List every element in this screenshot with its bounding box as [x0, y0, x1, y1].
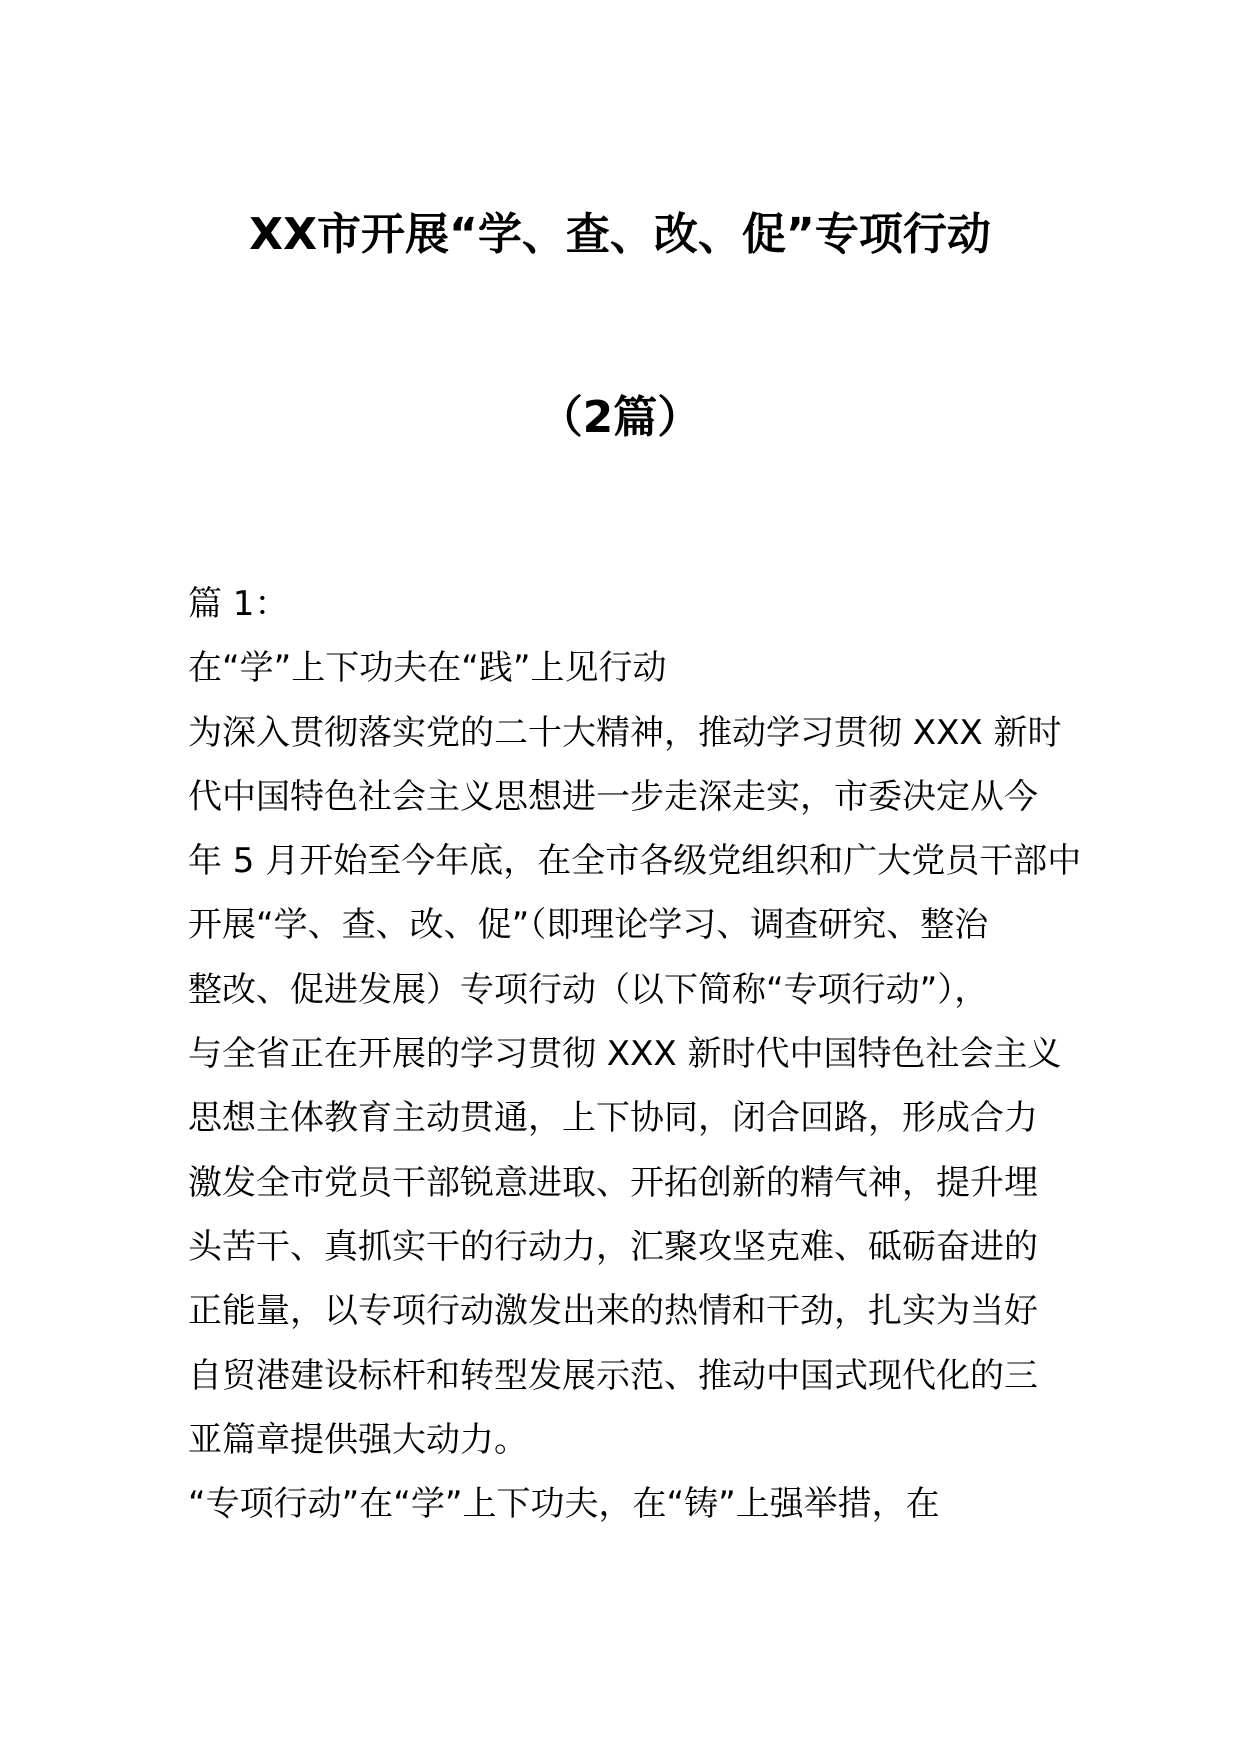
body-line: 自贸港建设标杆和转型发展示范、推动中国式现代化的三	[188, 1355, 1038, 1396]
body-line: 亚篇章提供强大动力。	[188, 1419, 528, 1460]
document-title: XX市开展“学、查、改、促”专项行动	[249, 209, 991, 260]
body-line: 开展“学、查、改、促”（即理论学习、调查研究、整治	[188, 905, 989, 946]
section-heading: 在“学”上下功夫在“践”上见行动	[188, 648, 667, 689]
body-line: 与全省正在开展的学习贯彻 XXX 新时代中国特色社会主义	[188, 1034, 1062, 1075]
body-line: 整改、促进发展）专项行动（以下简称“专项行动”），	[188, 969, 989, 1010]
document-body	[188, 572, 1082, 1536]
section-label: 篇 1：	[188, 584, 289, 624]
body-line: 代中国特色社会主义思想进一步走深走实，市委决定从今	[188, 776, 1038, 817]
body-line: 头苦干、真抓实干的行动力，汇聚攻坚克难、砥砺奋进的	[188, 1226, 1038, 1267]
body-line: 正能量，以专项行动激发出来的热情和干劲，扎实为当好	[188, 1291, 1038, 1332]
body-line: 思想主体教育主动贯通，上下协同，闭合回路，形成合力	[188, 1098, 1038, 1139]
body-line: 为深入贯彻落实党的二十大精神，推动学习贯彻 XXX 新时	[188, 712, 1062, 753]
body-line: 激发全市党员干部锐意进取、开拓创新的精气神，提升埋	[188, 1162, 1038, 1203]
body-line: 年 5 月开始至今年底，在全市各级党组织和广大党员干部中	[188, 841, 1082, 882]
document-subtitle: （2篇）	[538, 392, 702, 443]
body-line: “专项行动”在“学”上下功夫，在“铸”上强举措，在	[188, 1484, 940, 1525]
